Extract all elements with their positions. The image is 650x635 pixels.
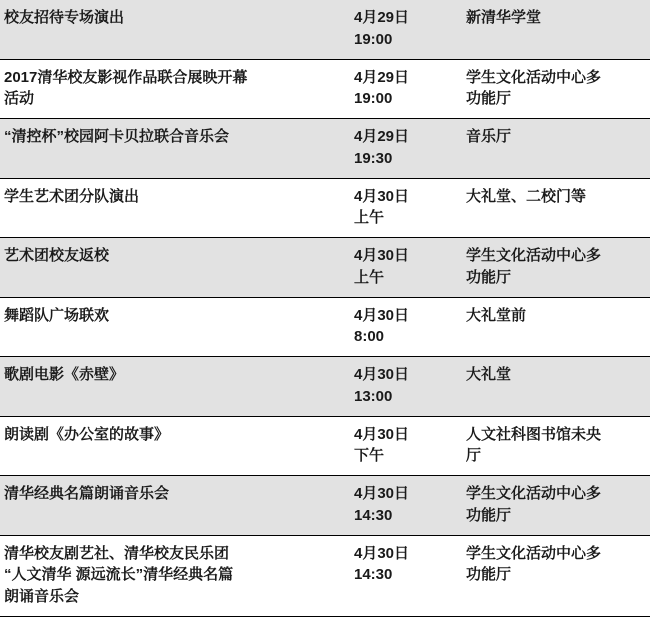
- event-time-line: 14:30: [354, 506, 393, 524]
- event-date-line: 4月30日: [354, 485, 410, 502]
- event-venue-cell: [460, 0, 650, 59]
- event-name-line: 朗读剧《办公室的故事》: [4, 425, 170, 443]
- event-venue-line: 厅: [466, 447, 482, 465]
- event-venue-cell: [460, 119, 650, 179]
- event-datetime-cell: [348, 535, 460, 616]
- event-time-line: 13:00: [354, 387, 393, 405]
- page-bottom-spacer: [0, 617, 650, 635]
- event-name-cell: [0, 119, 348, 179]
- event-venue-cell: [460, 357, 650, 417]
- table-row: [0, 416, 650, 476]
- event-time-line: 8:00: [354, 328, 385, 346]
- event-name-line: “清控杯”校园阿卡贝拉联合音乐会: [4, 128, 230, 145]
- event-date-line: 4月30日: [354, 306, 410, 324]
- event-venue-cell: [460, 297, 650, 357]
- event-venue-line: 学生文化活动中心多: [466, 68, 602, 86]
- table-row: [0, 178, 650, 238]
- event-venue-line: 大礼堂、二校门等: [466, 187, 587, 205]
- event-datetime-cell: [348, 476, 460, 536]
- event-name-cell: [0, 535, 348, 616]
- event-time-line: 19:30: [354, 149, 393, 167]
- event-venue-line: 大礼堂前: [466, 306, 527, 324]
- event-date-line: 4月29日: [354, 128, 410, 145]
- event-time-line: 19:00: [354, 30, 393, 48]
- event-name-line: 2017清华校友影视作品联合展映开幕: [4, 68, 248, 86]
- event-datetime-cell: [348, 238, 460, 298]
- table-row: [0, 297, 650, 357]
- event-name-cell: [0, 59, 348, 119]
- event-datetime-cell: [348, 297, 460, 357]
- event-datetime-cell: [348, 357, 460, 417]
- event-name-cell: [0, 178, 348, 238]
- event-name-line: 艺术团校友返校: [4, 247, 110, 264]
- event-venue-cell: [460, 238, 650, 298]
- event-name-line: 清华校友剧艺社、清华校友民乐团: [4, 544, 230, 562]
- event-date-line: 4月30日: [354, 247, 410, 264]
- event-venue-line: 大礼堂: [466, 366, 512, 383]
- event-time-line: 上午: [354, 209, 385, 227]
- table-row: [0, 119, 650, 179]
- event-date-line: 4月30日: [354, 366, 410, 383]
- event-venue-cell: [460, 476, 650, 536]
- table-row: [0, 357, 650, 417]
- event-datetime-cell: [348, 0, 460, 59]
- event-name-line: 校友招待专场演出: [4, 9, 125, 26]
- event-venue-cell: [460, 178, 650, 238]
- table-row: [0, 476, 650, 536]
- event-name-cell: [0, 297, 348, 357]
- event-name-cell: [0, 416, 348, 476]
- table-row: [0, 238, 650, 298]
- event-datetime-cell: [348, 59, 460, 119]
- event-date-line: 4月30日: [354, 425, 410, 443]
- event-time-line: 下午: [354, 447, 385, 465]
- event-name-cell: [0, 238, 348, 298]
- event-name-line: 舞蹈队广场联欢: [4, 306, 110, 324]
- event-name-line: 学生艺术团分队演出: [4, 187, 140, 205]
- event-time-line: 19:00: [354, 90, 393, 108]
- event-venue-cell: [460, 535, 650, 616]
- event-name-cell: [0, 0, 348, 59]
- event-name-line: 朗诵音乐会: [4, 588, 80, 605]
- event-venue-line: 功能厅: [466, 90, 512, 108]
- event-name-line: 清华经典名篇朗诵音乐会: [4, 485, 170, 502]
- event-date-line: 4月30日: [354, 187, 410, 205]
- event-time-line: 上午: [354, 268, 385, 286]
- event-datetime-cell: [348, 119, 460, 179]
- event-name-cell: [0, 476, 348, 536]
- event-name-line: 活动: [4, 90, 35, 108]
- event-venue-line: 人文社科图书馆未央: [466, 425, 602, 443]
- event-venue-line: 学生文化活动中心多: [466, 247, 602, 264]
- event-date-line: 4月29日: [354, 9, 410, 26]
- event-name-line: 歌剧电影《赤壁》: [4, 366, 125, 383]
- event-venue-line: 功能厅: [466, 566, 512, 584]
- event-venue-cell: [460, 59, 650, 119]
- event-venue-line: 学生文化活动中心多: [466, 544, 602, 562]
- event-venue-line: 功能厅: [466, 268, 512, 286]
- event-name-cell: [0, 357, 348, 417]
- event-time-line: 14:30: [354, 566, 393, 584]
- event-datetime-cell: [348, 416, 460, 476]
- event-venue-line: 新清华学堂: [466, 9, 542, 26]
- event-date-line: 4月30日: [354, 544, 410, 562]
- event-venue-line: 音乐厅: [466, 128, 512, 145]
- event-name-line: “人文清华 源远流长”清华经典名篇: [4, 566, 234, 584]
- event-date-line: 4月29日: [354, 68, 410, 86]
- event-datetime-cell: [348, 178, 460, 238]
- table-row: [0, 535, 650, 616]
- table-row: [0, 0, 650, 59]
- table-row: [0, 59, 650, 119]
- event-venue-line: 功能厅: [466, 506, 512, 524]
- event-venue-line: 学生文化活动中心多: [466, 485, 602, 502]
- event-venue-cell: [460, 416, 650, 476]
